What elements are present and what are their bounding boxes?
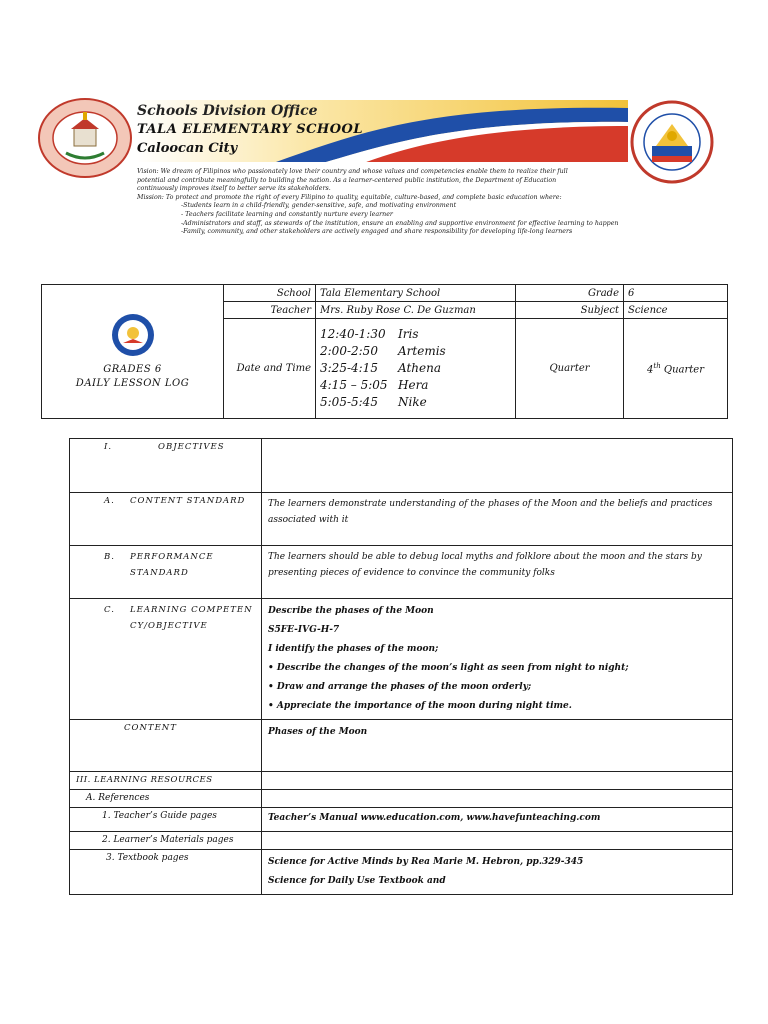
learners-materials-cell xyxy=(262,832,733,850)
performance-standard-text: The learners should be able to debug local myths and folklore about the moon and the stars by presenting pieces of evidence to convince the community folks xyxy=(262,546,733,599)
textbook-label: 3. Textbook pages xyxy=(70,850,262,895)
content-heading: CONTENT xyxy=(70,720,262,772)
schedule-list xyxy=(316,319,516,419)
mission-bullet: -Administrators and staff, as stewards of the institution, ensure an enabling and supportive environment for effective learning to happen xyxy=(181,219,619,227)
objectives-heading: I. OBJECTIVES xyxy=(70,439,262,493)
vision-line-3: continuously improves itself to better serve its stakeholders. xyxy=(137,185,331,193)
references-heading: A. References xyxy=(70,790,262,808)
mission-bullet: -Family, community, and other stakeholders are actively engaged and share responsibility for developing life-long learners xyxy=(181,228,573,236)
competency-heading: C. LEARNING COMPETENCY/OBJECTIVE xyxy=(70,599,262,720)
subject-value: Science xyxy=(624,302,728,319)
textbook-line: Science for Daily Use Textbook and xyxy=(268,876,446,886)
lesson-plan-table xyxy=(69,438,733,895)
objectives-cell xyxy=(262,439,733,493)
performance-standard-heading: B. PERFORMANCE STANDARD xyxy=(70,546,262,599)
competency-line: Describe the phases of the Moon xyxy=(268,606,434,616)
teacher-label: Teacher xyxy=(224,302,316,319)
schedule-row: 12:40-1:30 Iris xyxy=(320,327,419,341)
schedule-row: 3:25-4:15 Athena xyxy=(320,361,441,375)
competency-line: S5FE-IVG-H-7 xyxy=(268,625,340,635)
school-value: Tala Elementary School xyxy=(316,285,516,302)
teachers-guide-text: Teacher’s Manual www.education.com, www.havefunteaching.com xyxy=(262,808,733,832)
mission-bullet: -Students learn in a child-friendly, gender-sensitive, safe, and motivating environment xyxy=(181,202,457,210)
competency-line: • Appreciate the importance of the moon during night time. xyxy=(268,701,572,711)
textbook-text xyxy=(262,850,733,895)
quarter-value: 4th Quarter xyxy=(624,319,728,419)
office-title: Schools Division Office xyxy=(137,103,318,119)
content-standard-heading: A. CONTENT STANDARD xyxy=(70,493,262,546)
subject-label: Subject xyxy=(516,302,624,319)
textbook-line: Science for Active Minds by Rea Marie M. Hebron, pp.329-345 xyxy=(268,857,584,867)
learning-resources-heading: III. LEARNING RESOURCES xyxy=(70,772,262,790)
teachers-guide-label: 1. Teacher’s Guide pages xyxy=(70,808,262,832)
deped-seal-icon xyxy=(111,313,155,357)
grades-label: GRADES 6 xyxy=(103,363,162,375)
grade-label: Grade xyxy=(516,285,624,302)
learners-materials-label: 2. Learner’s Materials pages xyxy=(70,832,262,850)
lesson-log-info-table xyxy=(41,284,728,419)
mission-line: Mission: To protect and promote the right of every Filipino to quality, equitable, culture-based, and complete basic education where: xyxy=(137,193,562,201)
city-title: Caloocan City xyxy=(137,141,238,156)
daily-lesson-log-label: DAILY LESSON LOG xyxy=(75,377,190,389)
competency-line: I identify the phases of the moon; xyxy=(268,644,439,654)
mission-bullet: - Teachers facilitate learning and constantly nurture every learner xyxy=(181,210,393,218)
competency-line: • Draw and arrange the phases of the moon orderly; xyxy=(268,682,532,692)
school-label: School xyxy=(224,285,316,302)
vision-line-1: Vision: We dream of Filipinos who passionately love their country and whose values and competencies enable them to realize their full xyxy=(137,168,568,175)
grade-value: 6 xyxy=(624,285,728,302)
quarter-label: Quarter xyxy=(516,319,624,419)
vision-mission-text xyxy=(137,168,737,237)
content-text: Phases of the Moon xyxy=(262,720,733,772)
school-name-title: TALA ELEMENTARY SCHOOL xyxy=(137,122,364,137)
content-standard-text: The learners demonstrate understanding of the phases of the Moon and the beliefs and practices associated with it xyxy=(262,493,733,546)
tala-school-seal-icon xyxy=(38,98,132,178)
competency-list xyxy=(262,599,733,720)
learning-resources-cell xyxy=(262,772,733,790)
schedule-row: 2:00-2:50 Artemis xyxy=(320,344,446,358)
schedule-row: 5:05-5:45 Nike xyxy=(320,395,427,409)
date-time-label: Date and Time xyxy=(224,319,316,419)
schedule-row: 4:15 – 5:05 Hera xyxy=(320,378,429,392)
teacher-value: Mrs. Ruby Rose C. De Guzman xyxy=(316,302,516,319)
vision-line-2: potential and contribute meaningfully to building the nation. As a learner-centered public institution, the Department of Education xyxy=(137,176,557,184)
competency-line: • Describe the changes of the moon’s light as seen from night to night; xyxy=(268,663,629,673)
references-cell xyxy=(262,790,733,808)
deped-logo-cell xyxy=(42,285,224,419)
